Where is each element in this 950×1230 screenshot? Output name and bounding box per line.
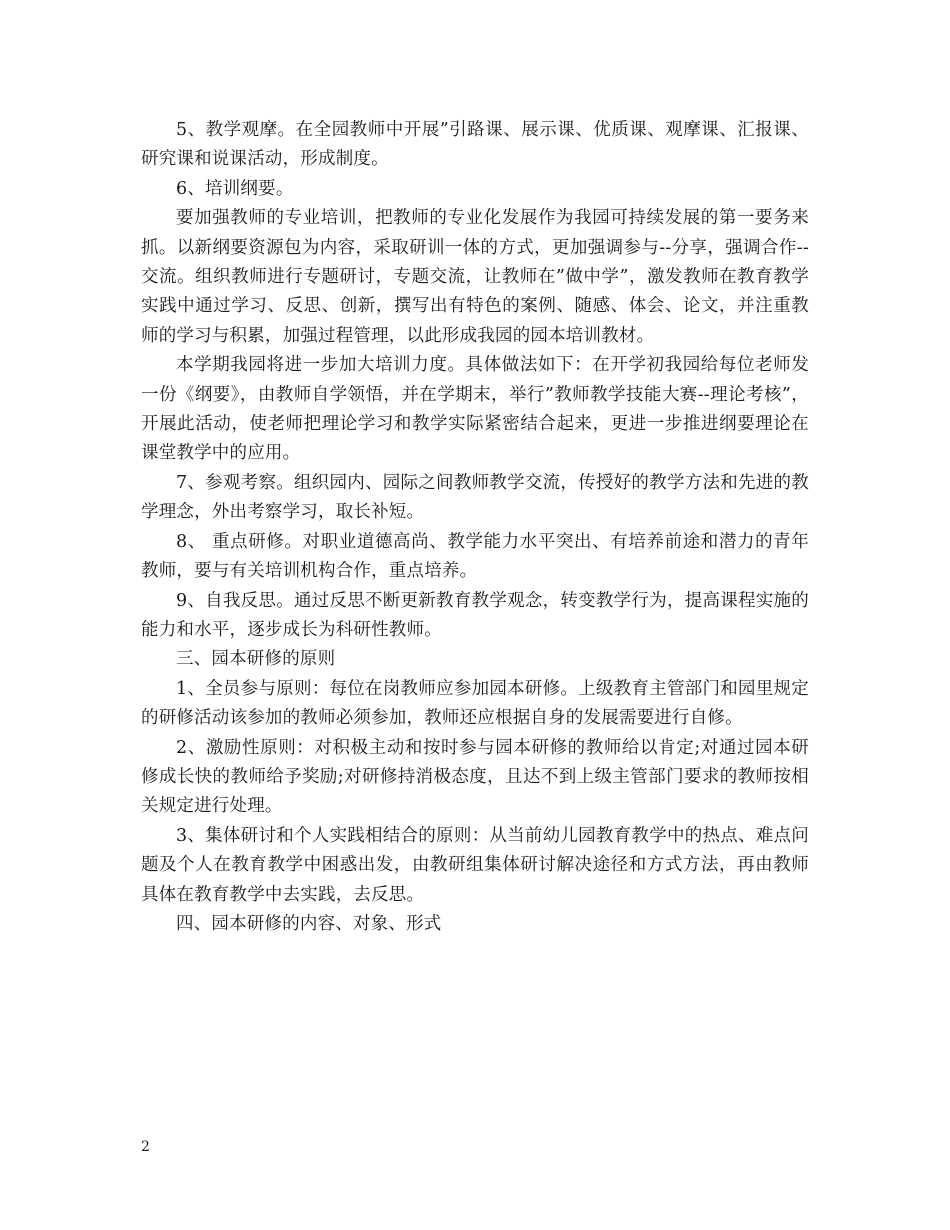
paragraph-incentive-principle: 2、激励性原则：对积极主动和按时参与园本研修的教师给以肯定;对通过园本研修成长快的教师给予奖励;对研修持消极态度，且达不到上级主管部门要求的教师按相关规定进行处理。	[141, 737, 809, 817]
paragraph-collective-practice: 3、集体研讨和个人实践相结合的原则：从当前幼儿园教育教学中的热点、难点问题及个人在教育教学中困惑出发，由教研组集体研讨解决途径和方式方法，再由教师具体在教育教学中去实践，去反思。	[141, 825, 809, 905]
paragraph-visit-inspection: 7、参观考察。组织园内、园际之间教师教学交流，传授好的教学方法和先进的教学理念，外出考察学习，取长补短。	[141, 472, 809, 523]
paragraph-self-reflection: 9、自我反思。通过反思不断更新教育教学观念，转变教学行为，提高课程实施的能力和水平，逐步成长为科研性教师。	[141, 590, 809, 640]
paragraph-semester-training: 本学期我园将进一步加大培训力度。具体做法如下：在开学初我园给每位老师发一份《纲要》，由教师自学领悟，并在学期末，举行”教师教学技能大赛--理论考核”，开展此活动，使老师把理论学习和教学实际紧密结合起来，更进一步推进纲要理论在课堂教学中的应用。	[141, 355, 809, 464]
section-heading-principles: 三、园本研修的原则	[176, 649, 336, 670]
paragraph-key-training: 8、 重点研修。对职业道德高尚、教学能力水平突出、有培养前途和潜力的青年教师，要与有关培训机构合作，重点培养。	[141, 531, 809, 582]
document-body	[141, 116, 809, 939]
paragraph-full-participation: 1、全员参与原则：每位在岗教师应参加园本研修。上级教育主管部门和园里规定的研修活动该参加的教师必须参加，教师还应根据自身的发展需要进行自修。	[141, 678, 809, 729]
page-number: 2	[141, 1139, 150, 1155]
section-heading-content-forms: 四、园本研修的内容、对象、形式	[176, 913, 442, 934]
paragraph-teaching-observation: 5、教学观摩。在全园教师中开展”引路课、展示课、优质课、观摩课、汇报课、研究课和说课活动，形成制度。	[141, 120, 809, 170]
paragraph-training-outline-heading: 6、培训纲要。	[176, 178, 294, 199]
paragraph-professional-training: 要加强教师的专业培训，把教师的专业化发展作为我园可持续发展的第一要务来抓。以新纲要资源包为内容，采取研训一体的方式，更加强调参与--分享，强调合作--交流。组织教师进行专题研讨，专题交流，让教师在”做中学”，激发教师在教育教学实践中通过学习、反思、创新，撰写出有特色的案例、随感、体会、论文，并注重教师的学习与积累，加强过程管理，以此形成我园的园本培训教材。	[141, 208, 809, 346]
